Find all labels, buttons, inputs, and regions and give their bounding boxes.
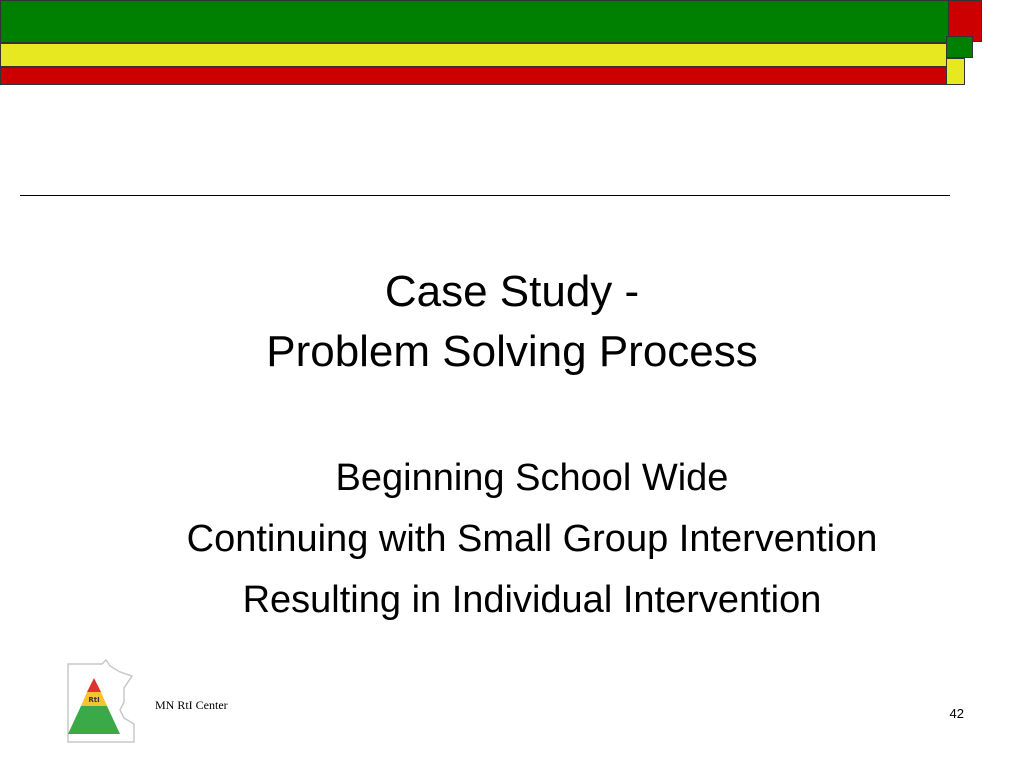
mn-rti-logo-icon (62, 658, 138, 744)
footer-organization: MN RtI Center (155, 698, 228, 712)
slide-title-line-2: Problem Solving Process (266, 327, 758, 376)
slide-title (0, 262, 1024, 382)
pyramid-tier-green (68, 706, 120, 734)
subtitle-line-1: Beginning School Wide (335, 457, 729, 499)
page-number: 42 (949, 706, 964, 721)
slide-title-line-1: Case Study - (384, 267, 640, 316)
subtitle-line-2: Continuing with Small Group Intervention (186, 518, 878, 560)
header-band-red (0, 67, 949, 85)
logo-text: RtI (88, 696, 100, 704)
pyramid-tier-red (87, 678, 101, 692)
header-band-yellow (0, 43, 949, 67)
slide-subtitle (60, 448, 1004, 631)
title-divider-line (20, 195, 950, 196)
subtitle-line-3: Resulting in Individual Intervention (242, 579, 822, 621)
corner-square-yellow (946, 58, 965, 85)
corner-square-green (946, 36, 973, 58)
header-band-green (0, 0, 949, 43)
